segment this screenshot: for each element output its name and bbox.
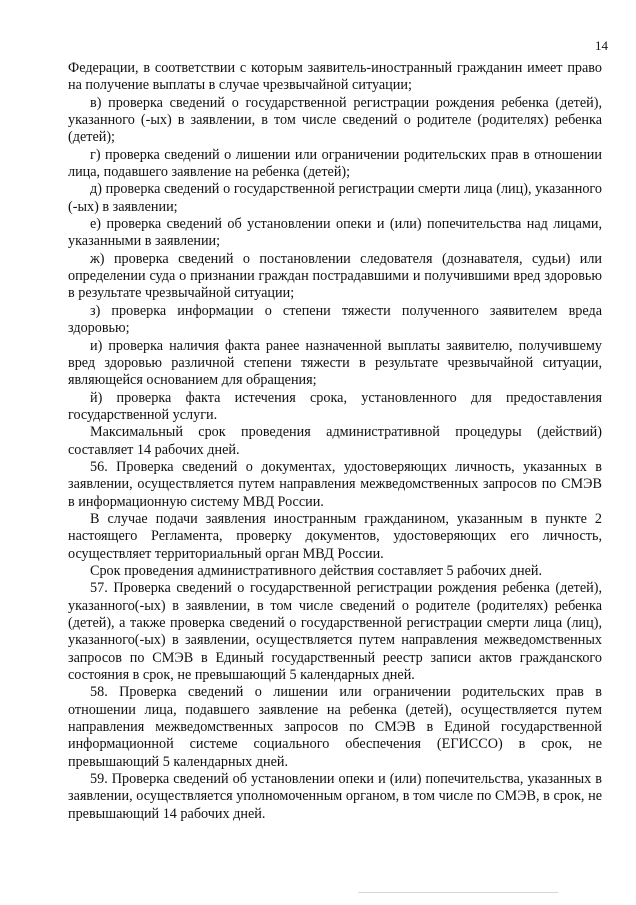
paragraph-item-v: в) проверка сведений о государственной регистрации рождения ребенка (детей), указанного (-ых) в заявлении, в том числе сведений о родителе (родителях) ребенка (детей); xyxy=(68,94,602,146)
paragraph-item-d: д) проверка сведений о государственной регистрации смерти лица (лиц), указанного (-ых) в заявлении; xyxy=(68,181,602,215)
paragraph-continuation: Федерации, в соответствии с которым заявитель-иностранный гражданин имеет право на получение выплаты в случае чрезвычайной ситуации; xyxy=(68,60,602,94)
page-number: 14 xyxy=(595,38,608,53)
paragraph-max-term: Максимальный срок проведения административной процедуры (действий) составляет 14 рабочих дней. xyxy=(68,424,602,458)
paragraph-58: 58. Проверка сведений о лишении или ограничении родительских прав в отношении лица, подавшего заявление на ребенка (детей), осуществляется путем направления межведомственных запросов по СМЭВ в Единой государственной информационной системе социального обеспечения (ЕГИССО) в срок, не превышающий 5 календарных дней. xyxy=(68,684,602,770)
paragraph-item-i: и) проверка наличия факта ранее назначенной выплаты заявителю, получившему вред здоровью различной степени тяжести в результате чрезвычайной ситуации, являющейся основанием для обращения; xyxy=(68,337,602,389)
document-body xyxy=(68,60,602,823)
paragraph-56: 56. Проверка сведений о документах, удостоверяющих личность, указанных в заявлении, осуществляется путем направления межведомственных запросов по СМЭВ в информационную систему МВД России. xyxy=(68,458,602,510)
paragraph-item-zh: ж) проверка сведений о постановлении следователя (дознавателя, судьи) или определении суда о признании граждан пострадавшими и получившими вред здоровью в результате чрезвычайной ситуации; xyxy=(68,250,602,302)
paragraph-item-z: з) проверка информации о степени тяжести полученного заявителем вреда здоровью; xyxy=(68,302,602,337)
paragraph-57: 57. Проверка сведений о государственной регистрации рождения ребенка (детей), указанного(-ых) в заявлении, в том числе сведений о родителе (родителях) ребенка (детей), а также проверка сведений о государственной регистрации смерти лица (лиц), указанного(-ых) в заявлении, осуществляется путем направления межведомственных запросов по СМЭВ в Единый государственный реестр записи актов гражданского состояния в срок, не превышающий 5 календарных дней. xyxy=(68,580,602,684)
paragraph-59: 59. Проверка сведений об установлении опеки и (или) попечительства, указанных в заявлении, осуществляется уполномоченным органом, в том числе по СМЭВ, в срок, не превышающий 14 рабочих дней. xyxy=(68,771,602,822)
paragraph-item-y: й) проверка факта истечения срока, установленного для предоставления государственной услуги. xyxy=(68,389,602,423)
paragraph-56-term: Срок проведения административного действия составляет 5 рабочих дней. xyxy=(90,562,543,579)
paragraph-item-e: е) проверка сведений об установлении опеки и (или) попечительства над лицами, указанными в заявлении; xyxy=(68,216,602,250)
scan-edge-line xyxy=(358,892,558,893)
paragraph-56-foreign: В случае подачи заявления иностранным гражданином, указанным в пункте 2 настоящего Регламента, проверку документов, удостоверяющих его личность, осуществляет территориальный орган МВД России. xyxy=(68,510,602,562)
paragraph-item-g: г) проверка сведений о лишении или ограничении родительских прав в отношении лица, подавшего заявление на ребенка (детей); xyxy=(68,146,602,181)
